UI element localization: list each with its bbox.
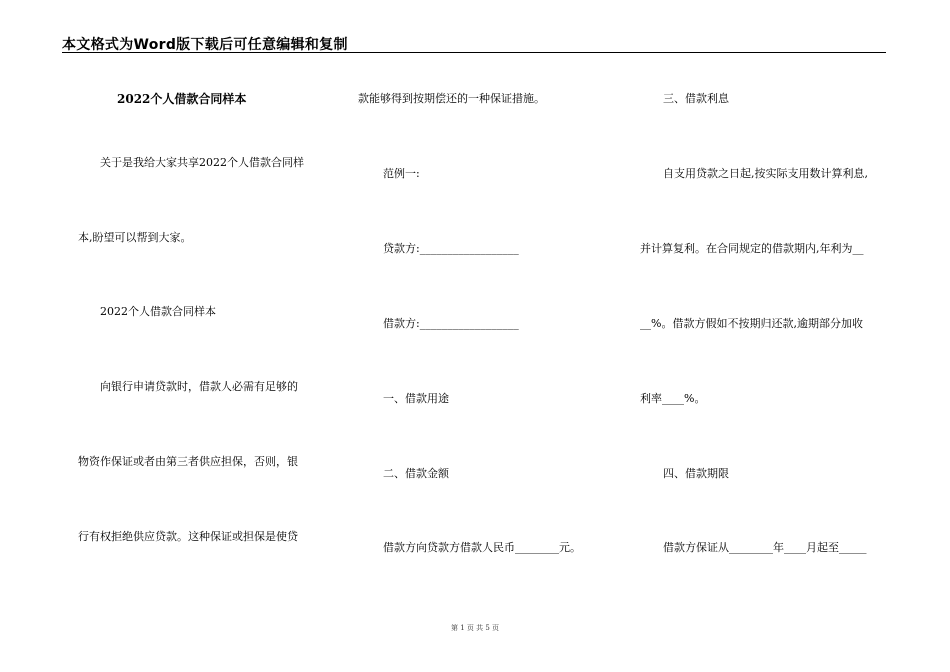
paragraph-line: 借款方向贷款方借款人民币________元。: [383, 541, 581, 554]
paragraph-line: 关于是我给大家共享2022个人借款合同样: [100, 156, 304, 169]
section-heading: 二、借款金额: [383, 467, 449, 480]
page-number-footer: 第 1 页 共 5 页: [450, 624, 500, 632]
section-heading: 四、借款期限: [663, 467, 729, 480]
paragraph-line: 利率____%。: [640, 392, 706, 405]
header-divider: [62, 52, 886, 53]
example-heading: 范例一:: [383, 167, 420, 180]
document-title: 2022个人借款合同样本: [117, 92, 247, 106]
document-header-title: 本文格式为Word版下载后可任意编辑和复制: [62, 37, 348, 53]
paragraph-line: __%。借款方假如不按期归还款,逾期部分加收: [640, 317, 863, 330]
paragraph-line: 借款方保证从________年____月起至_____: [663, 541, 867, 554]
paragraph-line: 款能够得到按期偿还的一种保证措施。: [358, 92, 545, 105]
paragraph-line: 行有权拒绝供应贷款。这种保证或担保是使贷: [78, 530, 298, 543]
paragraph-line: 向银行申请贷款时，借款人必需有足够的: [100, 380, 298, 393]
paragraph-line: 自支用贷款之日起,按实际支用数计算利息,: [663, 167, 868, 180]
paragraph-line: 物资作保证或者由第三者供应担保，否则，银: [78, 455, 298, 468]
section-heading: 三、借款利息: [663, 92, 729, 105]
paragraph-line: 并计算复利。在合同规定的借款期内,年利为__: [640, 242, 864, 255]
borrower-field: 借款方:__________________: [383, 317, 519, 330]
section-heading: 一、借款用途: [383, 392, 449, 405]
section-heading: 2022个人借款合同样本: [100, 305, 216, 318]
lender-field: 贷款方:__________________: [383, 242, 519, 255]
paragraph-line: 本,盼望可以帮到大家。: [78, 231, 192, 244]
